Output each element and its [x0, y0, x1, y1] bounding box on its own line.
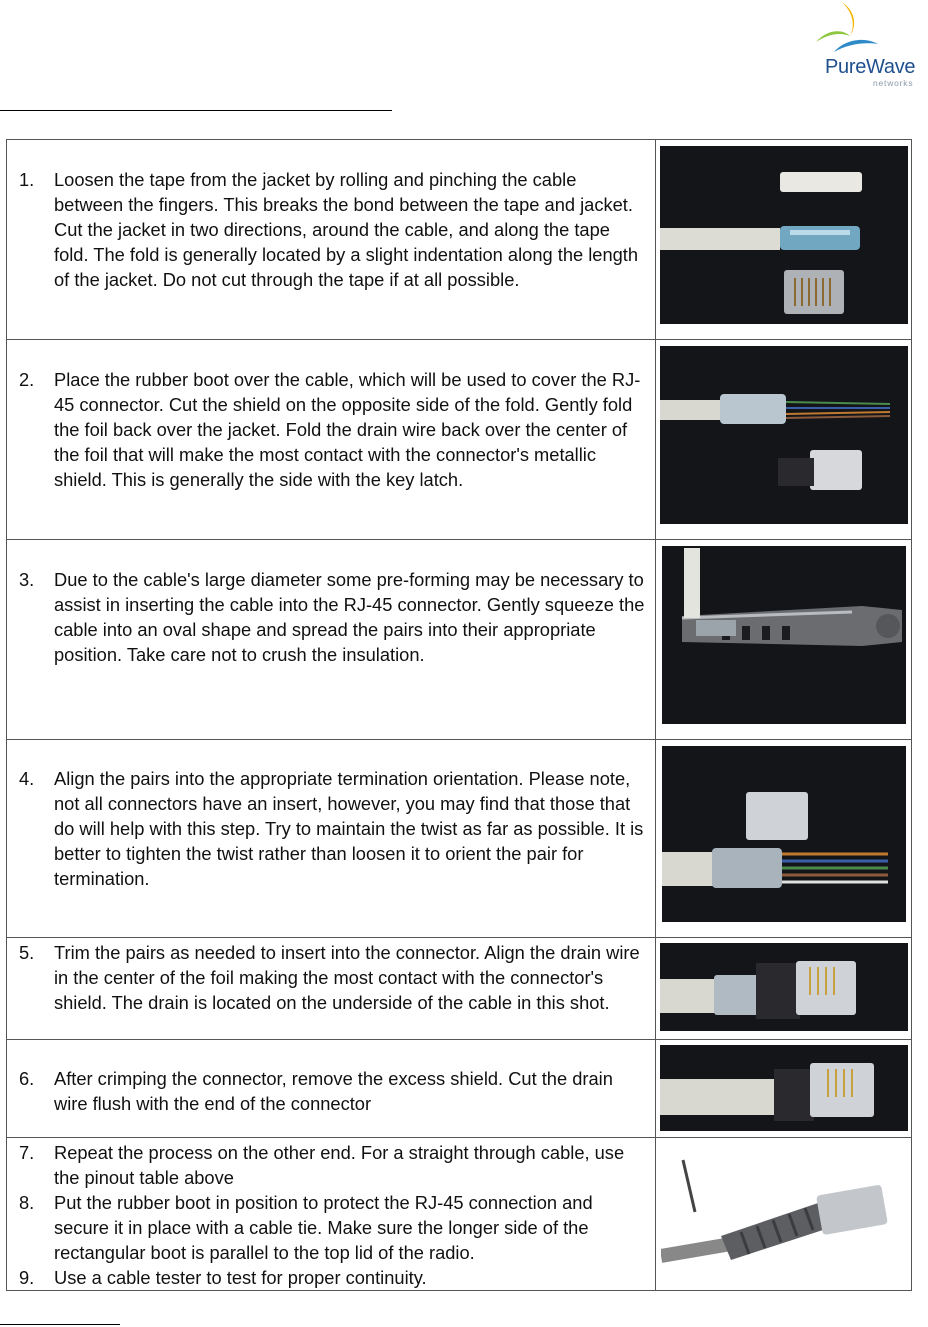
step-4-photo: [662, 746, 906, 922]
step-item: [7, 940, 655, 1015]
step-photo-cell: [656, 540, 912, 740]
step-item: [7, 1140, 655, 1190]
step-photo-cell: [656, 740, 912, 938]
step-text: Use a cable tester to test for proper continuity.: [54, 1267, 427, 1288]
step-text: Trim the pairs as needed to insert into the connector. Align the drain wire in the center of the foil making the most contact with the connector's shield. The drain is located on the underside of the cable in this shot.: [54, 942, 640, 1013]
step-number: 9.: [19, 1267, 35, 1288]
step-number: 4.: [19, 768, 35, 789]
logo-subtitle: networks: [873, 78, 914, 88]
step-3-photo: [662, 546, 906, 724]
step-text-cell: [7, 340, 656, 540]
step-text-cell: [7, 1040, 656, 1138]
step-1-photo: [660, 146, 908, 324]
step-text: Loosen the tape from the jacket by rolling and pinching the cable between the fingers. This breaks the bond between the tape and jacket. Cut the jacket in two directions, around the cable, and along the tape fold. The fold is generally located by a slight indentation along the length of the jacket. Do not cut through the tape if at all possible.: [54, 169, 639, 290]
step-number: 3.: [19, 569, 35, 590]
step-text: Due to the cable's large diameter some pre-forming may be necessary to assist in inserting the cable into the RJ-45 connector. Gently squeeze the cable into an oval shape and spread the pairs into their appropriate position. Take care not to crush the insulation.: [54, 569, 645, 665]
step-text-cell: [7, 1138, 656, 1291]
step-item: [7, 1265, 655, 1290]
logo-wordmark: PureWave: [825, 56, 916, 78]
step-2-photo: [660, 346, 908, 524]
step-item: [7, 567, 655, 667]
step-item: [7, 367, 655, 492]
step-text: Put the rubber boot in position to protect the RJ-45 connection and secure it in place with a cable tie. Make sure the longer side of the rectangular boot is parallel to the top lid of the radio.: [54, 1192, 593, 1263]
step-photo-cell: [656, 340, 912, 540]
footer-rule: [0, 1324, 120, 1325]
step-photo-cell: [656, 140, 912, 340]
step-photo-cell: [656, 1138, 912, 1291]
step-number: 7.: [19, 1142, 35, 1163]
step-text-cell: [7, 540, 656, 740]
step-text-cell: [7, 938, 656, 1040]
step-number: 8.: [19, 1192, 35, 1213]
step-row: [7, 1138, 912, 1291]
step-row: [7, 938, 912, 1040]
step-item: [7, 1066, 655, 1116]
step-row: [7, 140, 912, 340]
step-row: [7, 740, 912, 938]
step-item: [7, 167, 655, 292]
logo-swoosh-icon: [812, 0, 928, 60]
step-item: [7, 766, 655, 891]
header-rule: [0, 110, 392, 111]
step-text-cell: [7, 140, 656, 340]
step-photo-cell: [656, 938, 912, 1040]
step-text-cell: [7, 740, 656, 938]
cable-termination-steps-table: [6, 139, 912, 1291]
step-number: 6.: [19, 1068, 35, 1089]
step-text: Place the rubber boot over the cable, which will be used to cover the RJ-45 connector. Cut the shield on the opposite side of the fold. Gently fold the foil back over the jacket. Fold the drain wire back over the center of the foil that will make the most contact with the connector's metallic shield. This is generally the side with the key latch.: [54, 369, 641, 490]
step-number: 5.: [19, 942, 35, 963]
step-text: Repeat the process on the other end. For a straight through cable, use the pinout table above: [54, 1142, 625, 1188]
step-7-9-photo: [661, 1152, 907, 1270]
purewave-logo: [812, 0, 928, 92]
step-text: After crimping the connector, remove the excess shield. Cut the drain wire flush with the end of the connector: [54, 1068, 613, 1114]
step-text: Align the pairs into the appropriate termination orientation. Please note, not all connectors have an insert, however, you may find that those that do will help with this step. Try to maintain the twist as far as possible. It is better to tighten the twist rather than loosen it to orient the pair for termination.: [54, 768, 644, 889]
step-item: [7, 1190, 655, 1265]
step-number: 2.: [19, 369, 35, 390]
step-row: [7, 1040, 912, 1138]
step-row: [7, 540, 912, 740]
step-row: [7, 340, 912, 540]
step-photo-cell: [656, 1040, 912, 1138]
step-number: 1.: [19, 169, 35, 190]
step-6-photo: [660, 1045, 908, 1131]
step-5-photo: [660, 943, 908, 1031]
